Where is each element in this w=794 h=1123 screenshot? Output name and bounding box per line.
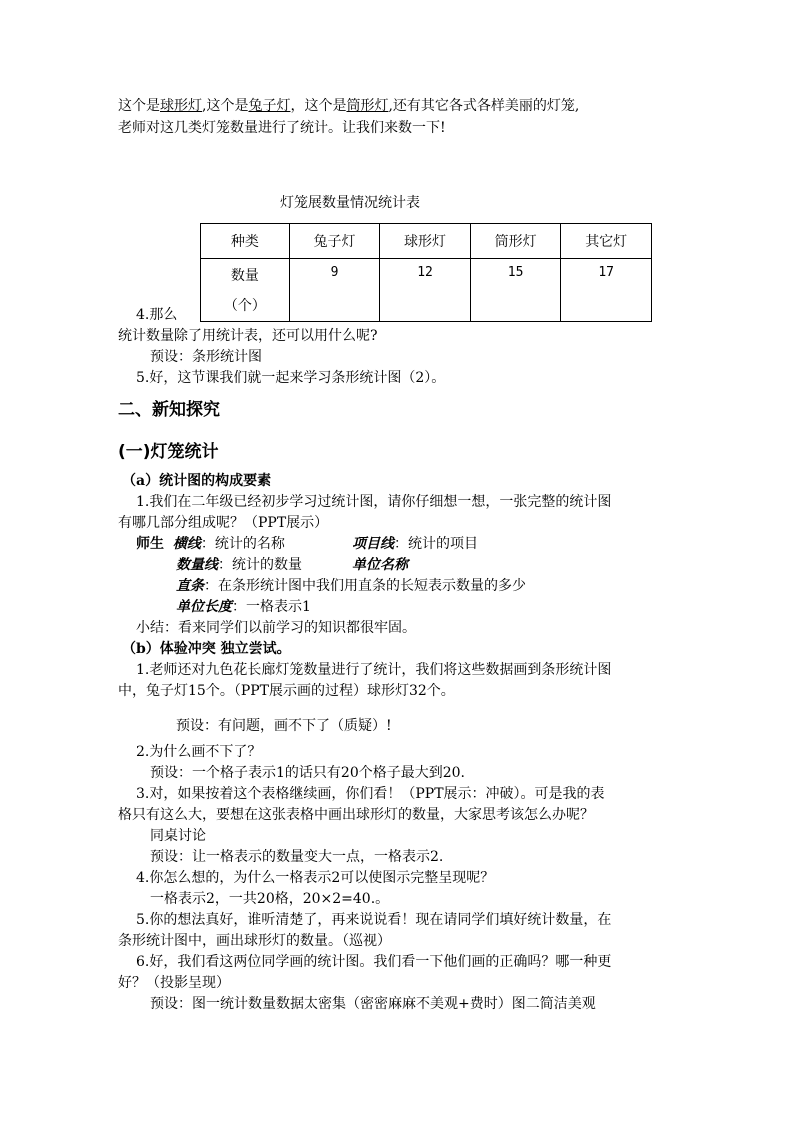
part-b-title: （b）体验冲突 独立尝试。: [122, 641, 291, 657]
b-step-1-line-2: 中，兔子灯15个。（PPT展示画的过程）球形灯32个。: [118, 683, 455, 699]
preset-3: 预设：一个格子表示1的话只有20个格子最大到20.: [150, 765, 465, 781]
term-text: ：统计的数量: [218, 557, 302, 573]
table-caption: 灯笼展数量情况统计表: [280, 195, 420, 211]
part-a-title: （a）统计图的构成要素: [122, 473, 272, 489]
table-header-cell: 筒形灯: [470, 224, 561, 259]
b-step-2: 2.为什么画不下了？: [136, 744, 262, 760]
lantern-tube: 筒形灯: [346, 98, 389, 114]
intro-line-2: 老师对这几类灯笼数量进行了统计。让我们来数一下!: [118, 120, 446, 136]
preset-5: 预设：图一统计数量数据太密集（密密麻麻不美观+费时）图二简洁美观: [150, 996, 596, 1012]
lantern-rabbit: 兔子灯: [248, 98, 291, 114]
intro-text: ，这个是: [290, 98, 347, 114]
table-header-row: [201, 224, 652, 259]
intro-line-1: [118, 96, 579, 116]
discussion: 同桌讨论: [150, 828, 206, 844]
b-step-1-line-1: 1.老师还对九色花长廊灯笼数量进行了统计，我们将这些数据画到条形统计图: [136, 662, 612, 678]
term-text: ：统计的名称: [200, 536, 285, 552]
preset-1: 预设：条形统计图: [150, 349, 262, 365]
preset-4: 预设：让一格表示的数量变大一点，一格表示2.: [150, 849, 444, 865]
b-step-6-line-1: 6.好，我们看这两位同学画的统计图。我们看一下他们画的正确吗？哪一种更: [136, 954, 612, 970]
b-step-3-line-2: 格只有这么大，要想在这张表格中画出球形灯的数量，大家思考该怎么办呢？: [118, 807, 594, 823]
element-row-1b: [352, 534, 478, 554]
intro-text: ,这个是: [202, 98, 249, 114]
row-label-qty: 数量: [230, 268, 259, 284]
table-cell: 12: [380, 259, 471, 322]
b-step-4: 4.你怎么想的，为什么一格表示2可以使图示完整呈现呢？: [136, 870, 495, 886]
element-row-2: [176, 555, 302, 575]
teacher-student-label: 师生: [136, 536, 164, 552]
table-header-cell: 兔子灯: [289, 224, 380, 259]
table-header-cell: 种类: [201, 224, 290, 259]
b-step-3-line-1: 3.对，如果按着这个表格继续画，你们看！（PPT展示：冲破）。可是我的表: [136, 786, 605, 802]
summary: 小结：看来同学们以前学习的知识都很牢固。: [136, 620, 416, 636]
lantern-count-table: [200, 223, 652, 322]
section-heading: 二、新知探究: [118, 400, 220, 420]
step-4-text: 统计数量除了用统计表，还可以用什么呢?: [118, 328, 378, 344]
element-row-2b: [352, 555, 408, 575]
table-cell: 9: [289, 259, 380, 322]
preset-2: 预设：有问题，画不下了（质疑）!: [176, 718, 392, 734]
term-text: ：在条形统计图中我们用直条的长短表示数量的多少: [204, 578, 526, 594]
table-header-cell: 球形灯: [380, 224, 471, 259]
term-label: 项目线: [352, 536, 394, 552]
term-text: ：一格表示1: [232, 599, 311, 615]
term-label: 横线: [172, 536, 201, 552]
intro-text: ,还有其它各式各样美丽的灯笼,: [388, 98, 580, 114]
term-label: 直条: [176, 578, 204, 594]
table-cell: 15: [470, 259, 561, 322]
b-step-5-line-2: 条形统计图中，画出球形灯的数量。（巡视）: [118, 933, 391, 949]
element-row-4: [176, 597, 311, 617]
row-label-unit: （个）: [223, 298, 266, 314]
b-step-5-line-1: 5.你的想法真好，谁听清楚了，再来说说看！现在请同学们填好统计数量，在: [136, 912, 612, 928]
question-1-line-2: 有哪几部分组成呢？（PPT展示）: [118, 515, 329, 531]
table-row-label: [201, 259, 290, 322]
b-step-6-line-2: 好？（投影呈现）: [118, 975, 230, 991]
term-label: 单位名称: [352, 557, 408, 573]
intro-text: 这个是: [118, 98, 160, 114]
step-4-prefix: 4.那么: [136, 307, 178, 323]
subsection-heading: (一)灯笼统计: [118, 442, 219, 462]
table-cell: 17: [561, 259, 652, 322]
element-row-1: [136, 534, 285, 554]
step-5: 5.好，这节课我们就一起来学习条形统计图（2）。: [136, 370, 446, 386]
term-text: ：统计的项目: [394, 536, 478, 552]
question-1-line-1: 1.我们在二年级已经初步学习过统计图，请你仔细想一想，一张完整的统计图: [136, 494, 612, 510]
table-row: [201, 259, 652, 322]
table-header-cell: 其它灯: [561, 224, 652, 259]
term-label: 数量线: [176, 557, 218, 573]
term-label: 单位长度: [176, 599, 232, 615]
element-row-3: [176, 576, 526, 596]
answer-4: 一格表示2，一共20格，20×2=40.。: [150, 891, 390, 907]
lantern-ball: 球形灯: [160, 98, 202, 114]
